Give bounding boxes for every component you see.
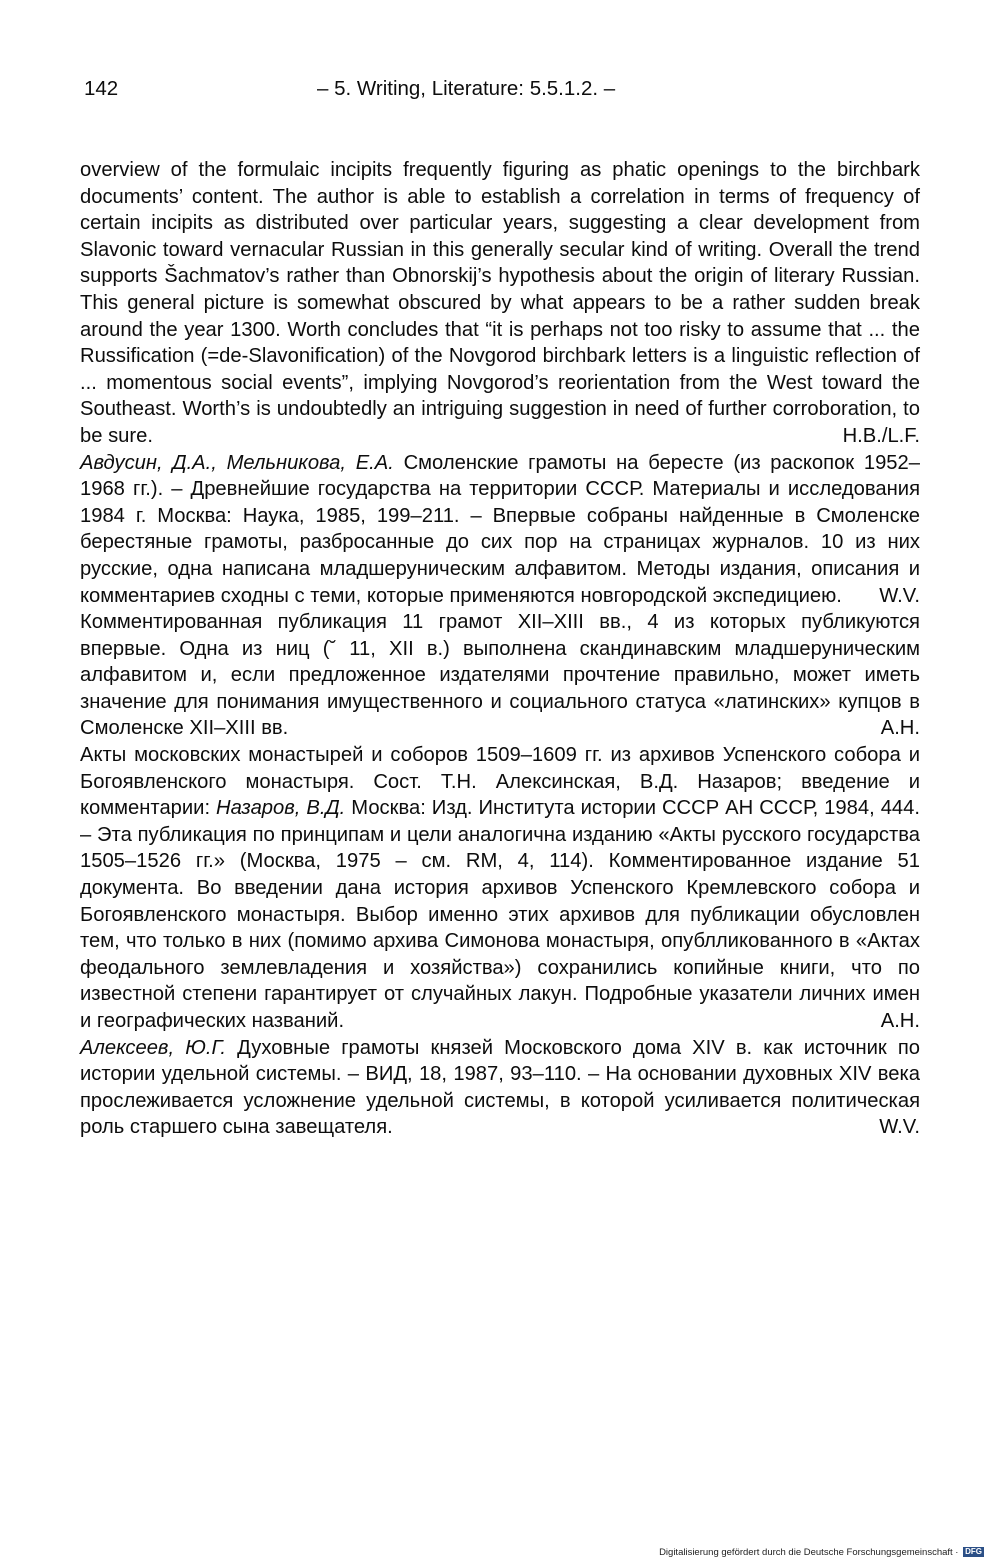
entry-text: Комментированная публикация 11 грамот XII–XIII вв., 4 из которых публикуются впервые. Одна из ниц (˘ 11, XII в.) выполнена скандинавским младшеруническим алфавитом и, если предложенное издателями прочтение правильно, может иметь значение для понимания имущественного и социального статуса «латинских» купцов в Смоленске XII–XIII вв. — [80, 611, 920, 740]
footer-text: Digitalisierung gefördert durch die Deutsche Forschungsgemeinschaft · — [659, 1547, 959, 1558]
entry-text: Акты московских монастырей и соборов 1509–1609 гг. из архивов Успенского собора и Богоявленского монастыря. Сост. Т.Н. Алексинская, В.Д. Назаров; введение и комментарии: — [80, 744, 920, 820]
entry-text: Смоленские грамоты на бересте (из раскопок 1952–1968 гг.). – Древнейшие государства на территории СССР. Материалы и исследования 1984 г. Москва: Наука, 1985, 199–211. – Впервые собраны найденные в Смоленске берестяные грамоты, разбросанные до сих пор на страницах журналов. 10 из них русские, одна написана младшеруническим алфавитом. Методы издания, описания и комментариев сходны с теми, которые применяются новгородской экспедициею. — [80, 451, 920, 607]
entry-author: Алексеев, Ю.Г. — [80, 1036, 227, 1059]
entry-text: Духовные грамоты князей Московского дома XIV в. как источник по истории удельной системы. – ВИД, 18, 1987, 93–110. – На основании духовных XIV века прослеживается усложнение удельной системы, в которой усиливается политическая роль старшего сына завещателя. — [80, 1036, 920, 1139]
entry-continuation — [80, 157, 920, 450]
reviewer-signature: W.V. — [879, 1116, 920, 1139]
bibliography-entry — [80, 450, 920, 610]
page-header — [80, 74, 920, 104]
entry-second-review — [80, 609, 920, 742]
entry-editor: Назаров, В.Д. — [216, 797, 346, 820]
entry-author: Авдусин, Д.А., Мельникова, Е.А. — [80, 451, 394, 474]
bibliography-entry — [80, 1035, 920, 1141]
page-number: 142 — [84, 77, 119, 100]
entry-text: overview of the formulaic incipits frequently figuring as phatic openings to the birchbark documents’ content. The author is able to establish a correlation in terms of frequency of certain incipits as distributed over particular years, suggesting a clear development from Slavonic toward vernacular Russian in this generally secular kind of writing. Overall the trend supports Šachmatov’s rather than Obnorskij’s hypothesis about the origin of literary Russian. This general picture is somewhat obscured by what appears to be a rather sudden break around the year 1300. Worth concludes that “it is perhaps not too risky to assume that ... the Russification (=de-Slavonification) of the Novgorod birchbark letters is a linguistic reflection of ... momentous social events”, implying Novgorod’s reorientation from the West toward the Southeast. Worth’s is undoubtedly an intriguing suggestion in need of further corroboration, to be sure. — [80, 159, 920, 447]
running-head: – 5. Writing, Literature: 5.5.1.2. – — [317, 77, 616, 100]
page-body — [80, 157, 920, 1141]
digitization-credit — [659, 1547, 984, 1559]
dfg-logo[interactable]: DFG — [965, 1547, 982, 1557]
entry-text: Москва: Изд. Института истории СССР АН СССР, 1984, 444. – Эта публикация по принципам и цели аналогична изданию «Акты русского государства 1505–1526 гг.» (Москва, 1975 – см. RM, 4, 114). Комментированное издание 51 документа. Во введении дана история архивов Успенского Кремлевского собора и Богоявленского монастыря. Выбор именно этих архивов для публикации обусловлен тем, что только в них (помимо архива Симонова монастыря, опублликованного в «Актах феодального землевладения и хозяйства») сохранились копийные книги, что по известной степени гарантирует от случайных лакун. Подробные указатели личних имен и географических названий. — [80, 797, 920, 1032]
reviewer-signature: A.H. — [880, 1010, 920, 1032]
bibliography-entry — [80, 742, 920, 1035]
reviewer-signature: H.B./L.F. — [842, 424, 920, 447]
reviewer-signature: W.V. — [879, 584, 920, 607]
reviewer-signature: A.H. — [880, 717, 920, 740]
